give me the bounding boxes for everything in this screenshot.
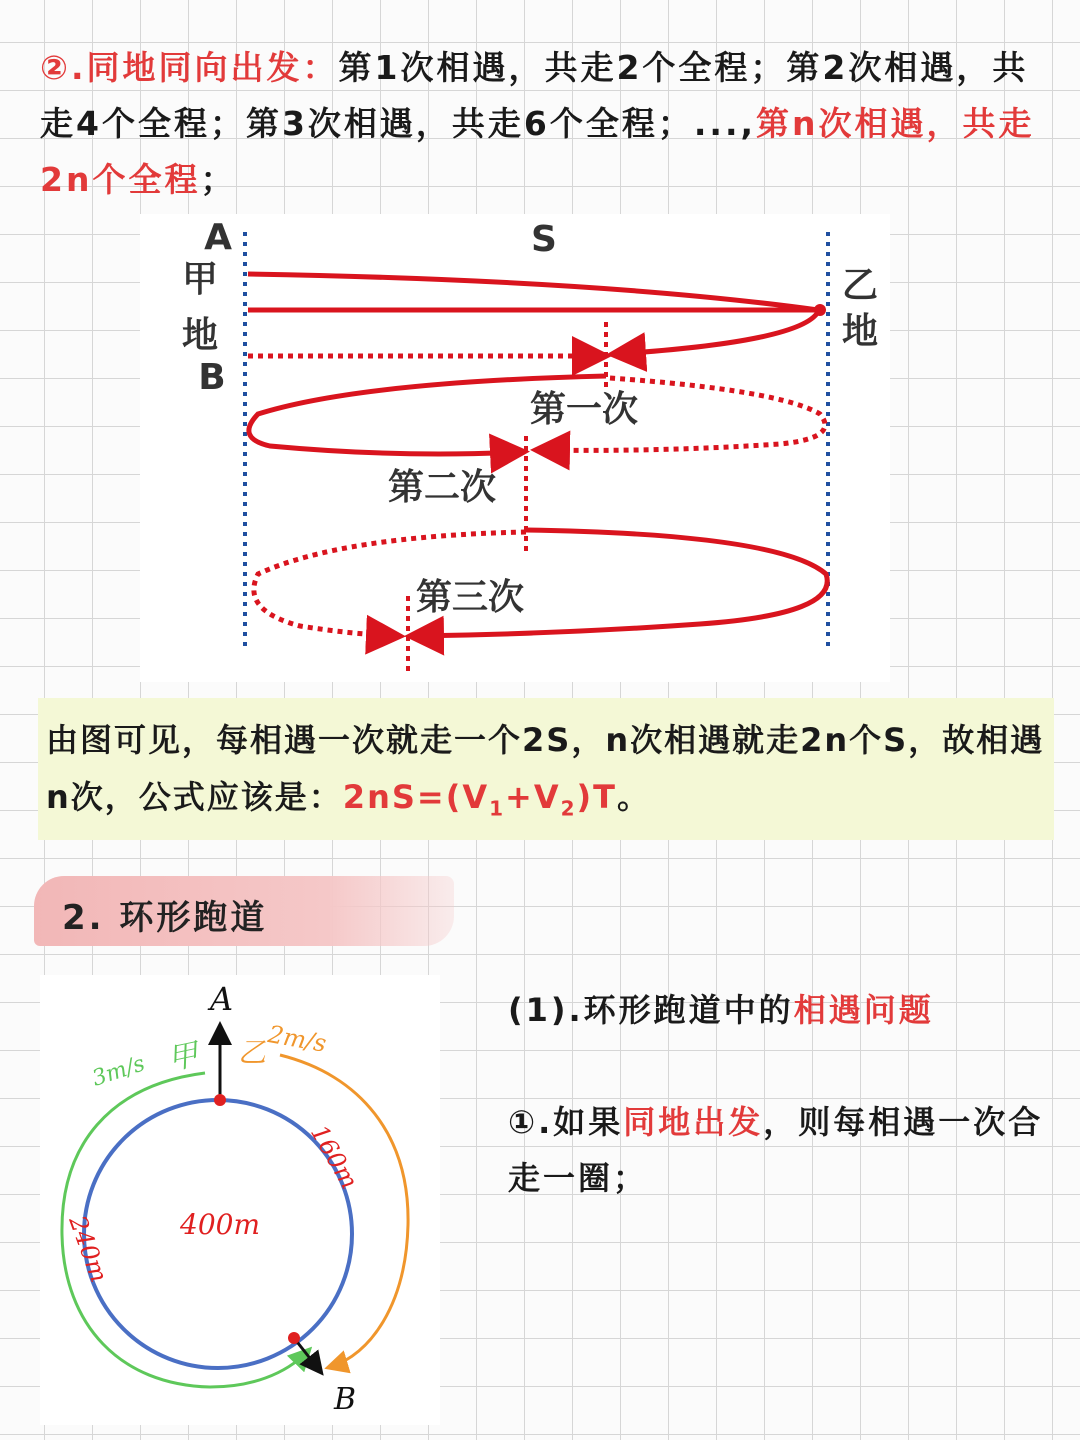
circumference: 400m — [180, 1208, 260, 1241]
label-a: A — [204, 217, 232, 258]
case-1-text — [508, 1094, 1048, 1206]
subsection-highlight: 相遇问题 — [793, 991, 934, 1029]
dist-yi: 160m — [305, 1120, 364, 1194]
track-label-a: A — [210, 980, 234, 1018]
intro-end: ； — [200, 160, 237, 199]
intro-marker: ②. — [40, 48, 87, 87]
label-b: B — [198, 357, 226, 398]
formula — [342, 778, 617, 821]
intro-highlight: 第n次相遇，共走2n个全程 — [40, 104, 1035, 199]
intro-title: 同地同向出发 — [86, 48, 303, 87]
speed-jia: 3m/s — [89, 1051, 148, 1092]
label-s: S — [531, 219, 557, 260]
formula-sub-1: 1 — [489, 796, 506, 821]
note-end: 。 — [616, 778, 651, 816]
label-meet-3: 第三次 — [416, 577, 525, 618]
formula-sub-2: 2 — [560, 796, 577, 821]
subsection-label: (1).环形跑道中的 — [508, 991, 794, 1029]
label-yi-runner: 乙 — [238, 1036, 267, 1069]
label-meet-2: 第二次 — [388, 467, 497, 508]
note-text: 由图可见，每相遇一次就走一个2S，n次相遇就走2n个S，故相遇n次，公式应该是： — [46, 721, 1045, 816]
end-arrow — [294, 1338, 320, 1371]
point-a — [214, 1094, 226, 1106]
case-1-body: ，则每相遇一次合走一圈； — [508, 1103, 1044, 1197]
formula-part-a: 2nS=(V — [342, 778, 490, 816]
formula-note — [38, 698, 1054, 840]
formula-part-b: +V — [505, 778, 561, 816]
section-heading-text: 2. 环形跑道 — [62, 898, 268, 938]
yi-path — [280, 1055, 408, 1367]
case-1-highlight: 同地出发 — [623, 1103, 764, 1141]
path-return-1 — [616, 312, 818, 354]
point-meet — [288, 1332, 300, 1344]
intro-body: 第1次相遇，共走2个全程；第2次相遇，共走4个全程；第3次相遇，共走6个全程；..., — [40, 48, 1029, 143]
label-jia-runner: 甲 — [164, 1037, 202, 1078]
label-jia: 甲 — [181, 259, 218, 300]
speed-yi: 2m/s — [266, 1020, 329, 1058]
label-meet-1: 第一次 — [530, 389, 639, 430]
path-top-1 — [248, 274, 818, 310]
track-diagram — [40, 975, 440, 1425]
intro-colon: ： — [302, 48, 339, 87]
track-label-b: B — [334, 1382, 357, 1417]
intro-paragraph — [40, 40, 1050, 208]
label-di-left: 地 — [181, 315, 218, 356]
dist-jia: 240m — [63, 1211, 114, 1287]
case-1-marker: ①.如果 — [508, 1103, 624, 1141]
section-heading — [34, 876, 454, 946]
label-di-right: 地 — [841, 311, 878, 352]
label-yi: 乙 — [841, 265, 878, 306]
meeting-diagram — [140, 214, 890, 682]
subsection-title — [508, 982, 1048, 1038]
formula-part-c: )T — [576, 778, 617, 816]
